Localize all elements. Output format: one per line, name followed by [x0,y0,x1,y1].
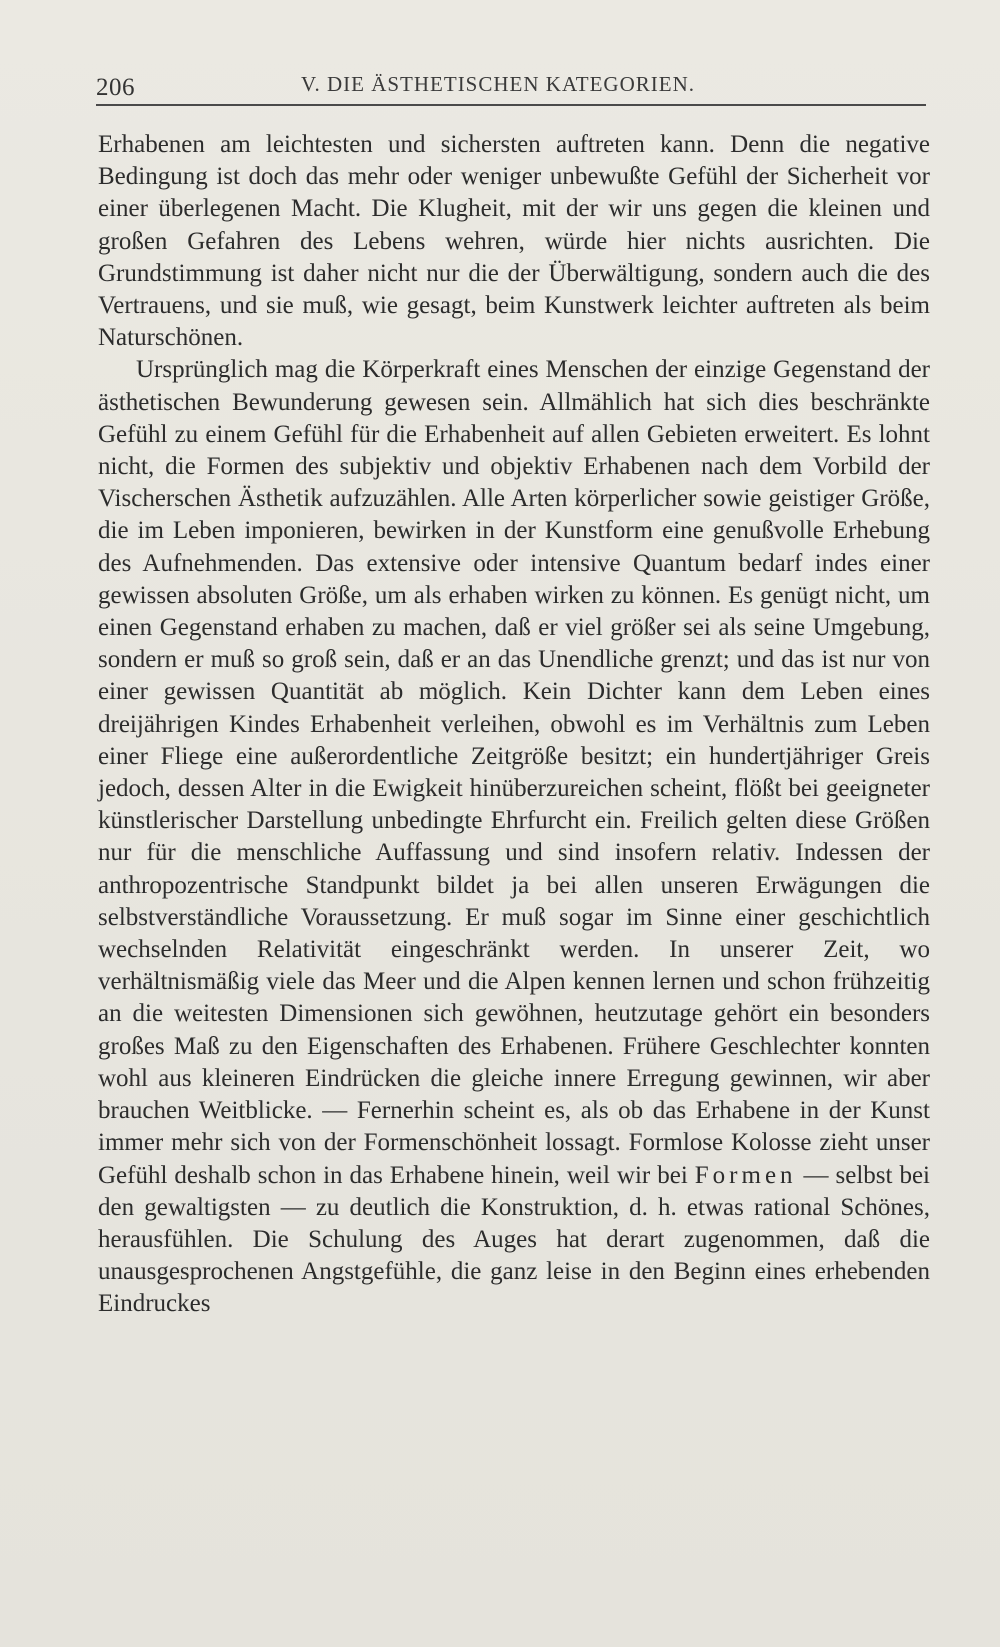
running-head: V. DIE ÄSTHETISCHEN KATEGORIEN. [301,72,696,96]
paragraph-2 [98,354,930,1320]
page-number: 206 [96,74,135,101]
paragraph-1: Erhabenen am leichtesten und sichersten auftreten kann. Denn die negative Bedingung ist doch das mehr oder weniger unbewußte Gefühl der Sicherheit vor einer überlegenen Macht. Die Klugheit, mit der wir uns gegen die kleinen und großen Gefahren des Lebens wehren, würde hier nichts ausrichten. Die Grundstimmung ist daher nicht nur die der Überwältigung, sondern auch die des Vertrauens, und sie muß, wie gesagt, beim Kunstwerk leichter auftreten als beim Naturschönen. [98,131,930,352]
body-text [98,129,930,1321]
emphasized-word: Formen [694,1161,797,1189]
paragraph-2-text-after: — selbst bei den gewaltigsten — zu deutlich die Konstruktion, d. h. etwas rational Schönes, herausfühlen. Die Schulung des Auges hat derart zugenommen, daß die unausgesprochenen Angstgefühle, die ganz leise in den Beginn eines erhebenden Eindruckes [98,1161,930,1318]
paragraph-2-text-before: Ursprünglich mag die Körperkraft eines Menschen der einzige Gegenstand der ästhetischen Bewunderung gewesen sein. Allmählich hat sich dies beschränkte Gefühl zu einem Gefühl für die Erhabenheit auf allen Gebieten erweitert. Es lohnt nicht, die Formen des subjektiv und objektiv Erhabenen nach dem Vorbild der Vischerschen Ästhetik aufzuzählen. Alle Arten körperlicher sowie geistiger Größe, die im Leben imponieren, bewirken in der Kunstform eine genußvolle Erhebung des Aufnehmenden. Das extensive oder intensive Quantum bedarf indes einer gewissen absoluten Größe, um als erhaben wirken zu können. Es genügt nicht, um einen Gegenstand erhaben zu machen, daß er viel größer sei als seine Umgebung, sondern er muß so groß sein, daß er an das Unendliche grenzt; und das ist nur von einer gewissen Quantität ab möglich. Kein Dichter kann dem Leben eines dreijährigen Kindes Erhabenheit verleihen, obwohl es im Verhältnis zum Leben einer Fliege eine außerordentliche Zeitgröße besitzt; ein hundertjähriger Greis jedoch, dessen Alter in die Ewigkeit hinüberzureichen scheint, flößt bei geeigneter künstlerischer Darstellung unbedingte Ehrfurcht ein. Freilich gelten diese Größen nur für die menschliche Auffassung und sind insofern relativ. Indessen der anthropozentrische Standpunkt bildet ja bei allen unseren Erwägungen die selbstverständliche Voraussetzung. Er muß sogar im Sinne einer geschichtlich wechselnden Relativität eingeschränkt werden. In unserer Zeit, wo verhältnismäßig viele das Meer und die Alpen kennen lernen und schon frühzeitig an die weitesten Dimensionen sich gewöhnen, heutzutage gehört ein besonders großes Maß zu den Eigenschaften des Erhabenen. Frühere Geschlechter konnten wohl aus kleineren Eindrücken die gleiche innere Erregung gewinnen, wir aber brauchen Weitblicke. — Fernerhin scheint es, als ob das Erhabene in der Kunst immer mehr sich von der Formenschönheit lossagt. Formlose Kolosse zieht unser Gefühl deshalb schon in das Erhabene hinein, weil wir bei [98,356,930,1189]
page-header [96,70,926,106]
